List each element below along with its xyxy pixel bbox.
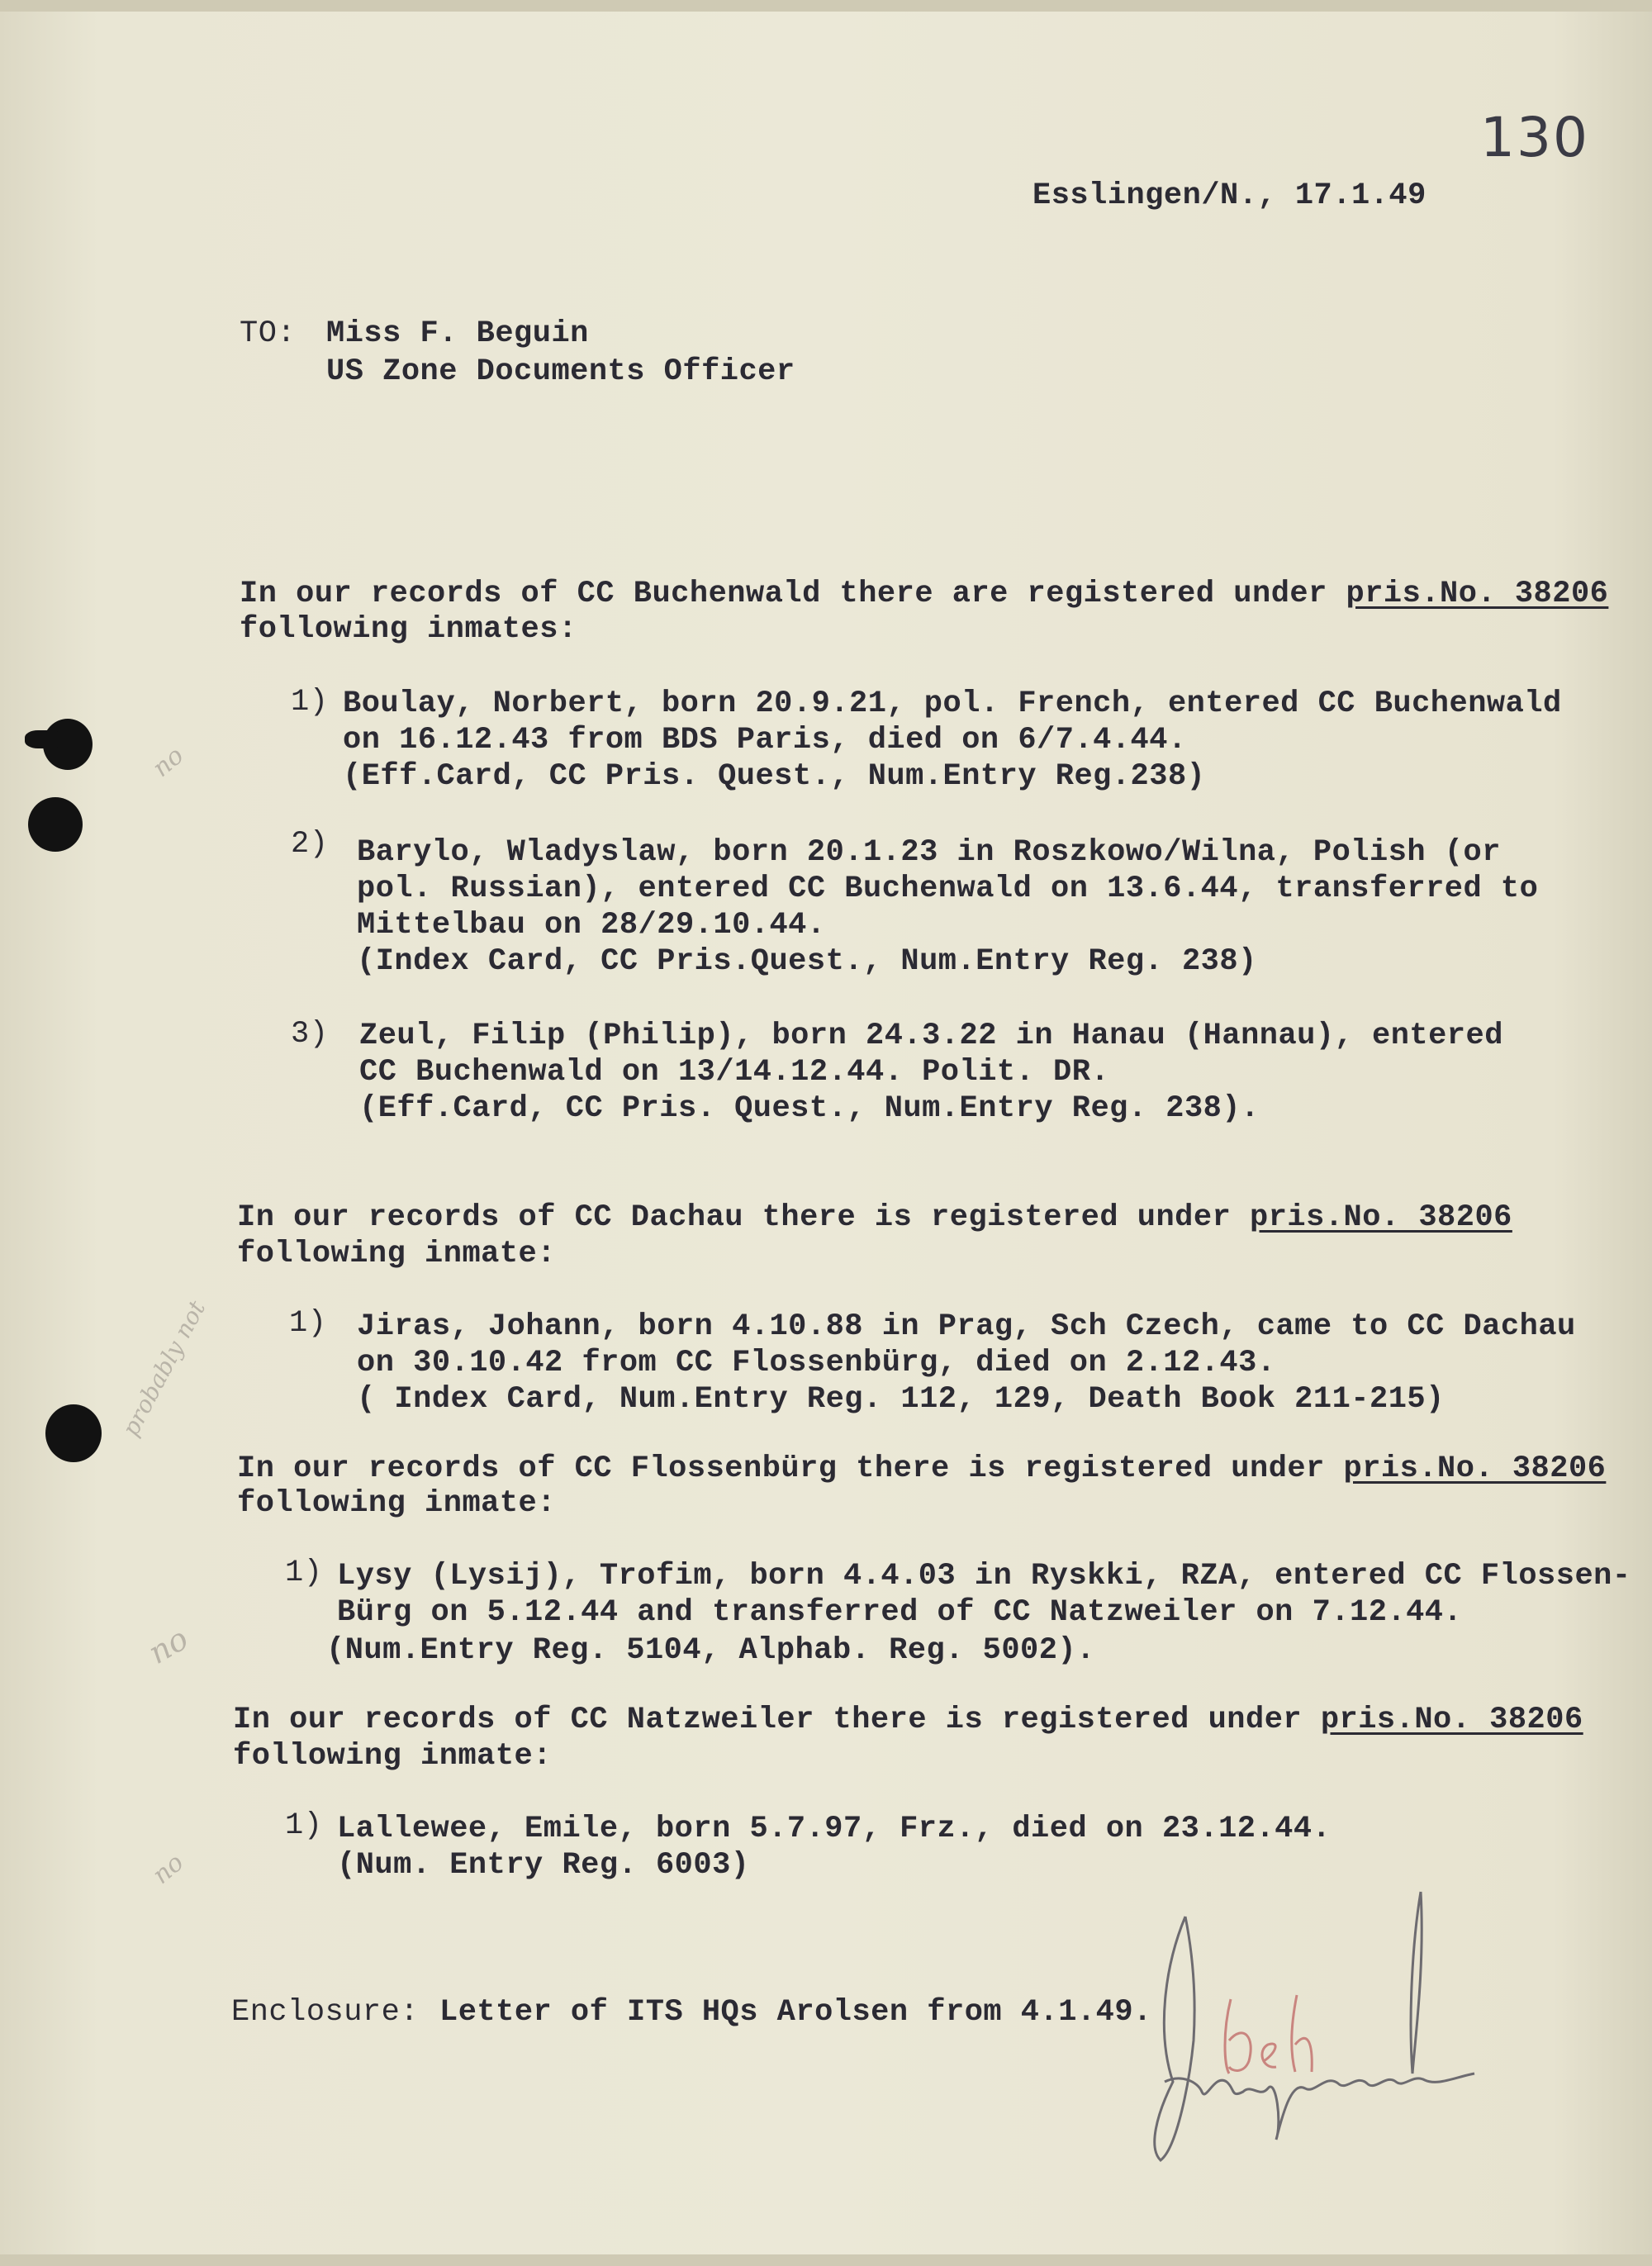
margin-note: no xyxy=(147,1848,190,1890)
entry-line: Mittelbau on 28/29.10.44. xyxy=(357,908,826,943)
entry-line: CC Buchenwald on 13/14.12.44. Polit. DR. xyxy=(359,1055,1110,1090)
entry-line: (Eff.Card, CC Pris. Quest., Num.Entry Reg. 238). xyxy=(359,1091,1260,1126)
entry-line: (Eff.Card, CC Pris. Quest., Num.Entry Reg.238) xyxy=(343,759,1206,794)
entry-line: Barylo, Wladyslaw, born 20.1.23 in Roszkowo/Wilna, Polish (or xyxy=(357,835,1501,870)
punch-hole xyxy=(25,730,58,748)
entry-number: 1) xyxy=(291,685,329,720)
to-label: TO: xyxy=(240,316,297,351)
place-date: Esslingen/N., 17.1.49 xyxy=(1032,178,1427,213)
handwritten-signature xyxy=(1099,1875,1487,2173)
margin-note: no xyxy=(147,741,190,783)
entry-line: Boulay, Norbert, born 20.9.21, pol. French, entered CC Buchenwald xyxy=(343,686,1562,721)
entry-line: (Num.Entry Reg. 5104, Alphab. Reg. 5002). xyxy=(326,1633,1095,1668)
enclosure-text: Letter of ITS HQs Arolsen from 4.1.49. xyxy=(439,1995,1152,2030)
recipient-name: Miss F. Beguin xyxy=(326,316,589,351)
entry-line: Jiras, Johann, born 4.10.88 in Prag, Sch Czech, came to CC Dachau xyxy=(357,1309,1576,1344)
entry-line: (Index Card, CC Pris.Quest., Num.Entry Reg. 238) xyxy=(357,944,1257,979)
scan-bottom-edge xyxy=(0,2254,1652,2266)
recipient-title: US Zone Documents Officer xyxy=(326,354,795,389)
section-intro-line2: following inmate: xyxy=(237,1486,556,1521)
pris-no: pris.No. 38206 xyxy=(1346,577,1609,611)
section-intro-line2: following inmate: xyxy=(237,1237,556,1271)
entry-line: pol. Russian), entered CC Buchenwald on 13.6.44, transferred to xyxy=(357,872,1539,906)
entry-line: (Num. Entry Reg. 6003) xyxy=(337,1848,750,1883)
margin-note: probably not xyxy=(116,1296,211,1441)
section-intro-line2: following inmate: xyxy=(233,1739,552,1774)
entry-line: ( Index Card, Num.Entry Reg. 112, 129, Death Book 211-215) xyxy=(357,1382,1445,1417)
margin-note: no xyxy=(142,1620,195,1671)
page-number: 130 xyxy=(1480,106,1589,169)
entry-number: 1) xyxy=(285,1808,323,1843)
entry-number: 3) xyxy=(291,1017,329,1052)
punch-hole xyxy=(28,797,83,852)
entry-number: 1) xyxy=(285,1556,323,1590)
section-intro-line2: following inmates: xyxy=(240,612,577,647)
entry-line: Lysy (Lysij), Trofim, born 4.4.03 in Ryskki, RZA, entered CC Flossen- xyxy=(337,1559,1631,1594)
section-intro: In our records of CC Buchenwald there are registered under pris.No. 38206 xyxy=(240,577,1609,611)
entry-line: Zeul, Filip (Philip), born 24.3.22 in Hanau (Hannau), entered xyxy=(359,1019,1503,1053)
punch-hole xyxy=(45,1404,102,1462)
pris-no: pris.No. 38206 xyxy=(1250,1200,1512,1235)
entry-line: on 30.10.42 from CC Flossenbürg, died on 2.12.43. xyxy=(357,1346,1276,1380)
section-intro: In our records of CC Dachau there is registered under pris.No. 38206 xyxy=(237,1200,1512,1235)
entry-line: Lallewee, Emile, born 5.7.97, Frz., died on 23.12.44. xyxy=(337,1812,1332,1846)
section-intro: In our records of CC Natzweiler there is registered under pris.No. 38206 xyxy=(233,1703,1583,1737)
enclosure-label: Enclosure: xyxy=(231,1995,420,2030)
section-intro: In our records of CC Flossenbürg there is registered under pris.No. 38206 xyxy=(237,1451,1607,1486)
entry-line: Bürg on 5.12.44 and transferred of CC Natzweiler on 7.12.44. xyxy=(337,1595,1463,1630)
pris-no: pris.No. 38206 xyxy=(1343,1451,1607,1486)
entry-number: 2) xyxy=(291,827,329,862)
entry-line: on 16.12.43 from BDS Paris, died on 6/7.4.44. xyxy=(343,723,1187,758)
pris-no: pris.No. 38206 xyxy=(1320,1703,1583,1737)
scan-top-edge xyxy=(0,0,1652,12)
entry-number: 1) xyxy=(289,1306,327,1341)
